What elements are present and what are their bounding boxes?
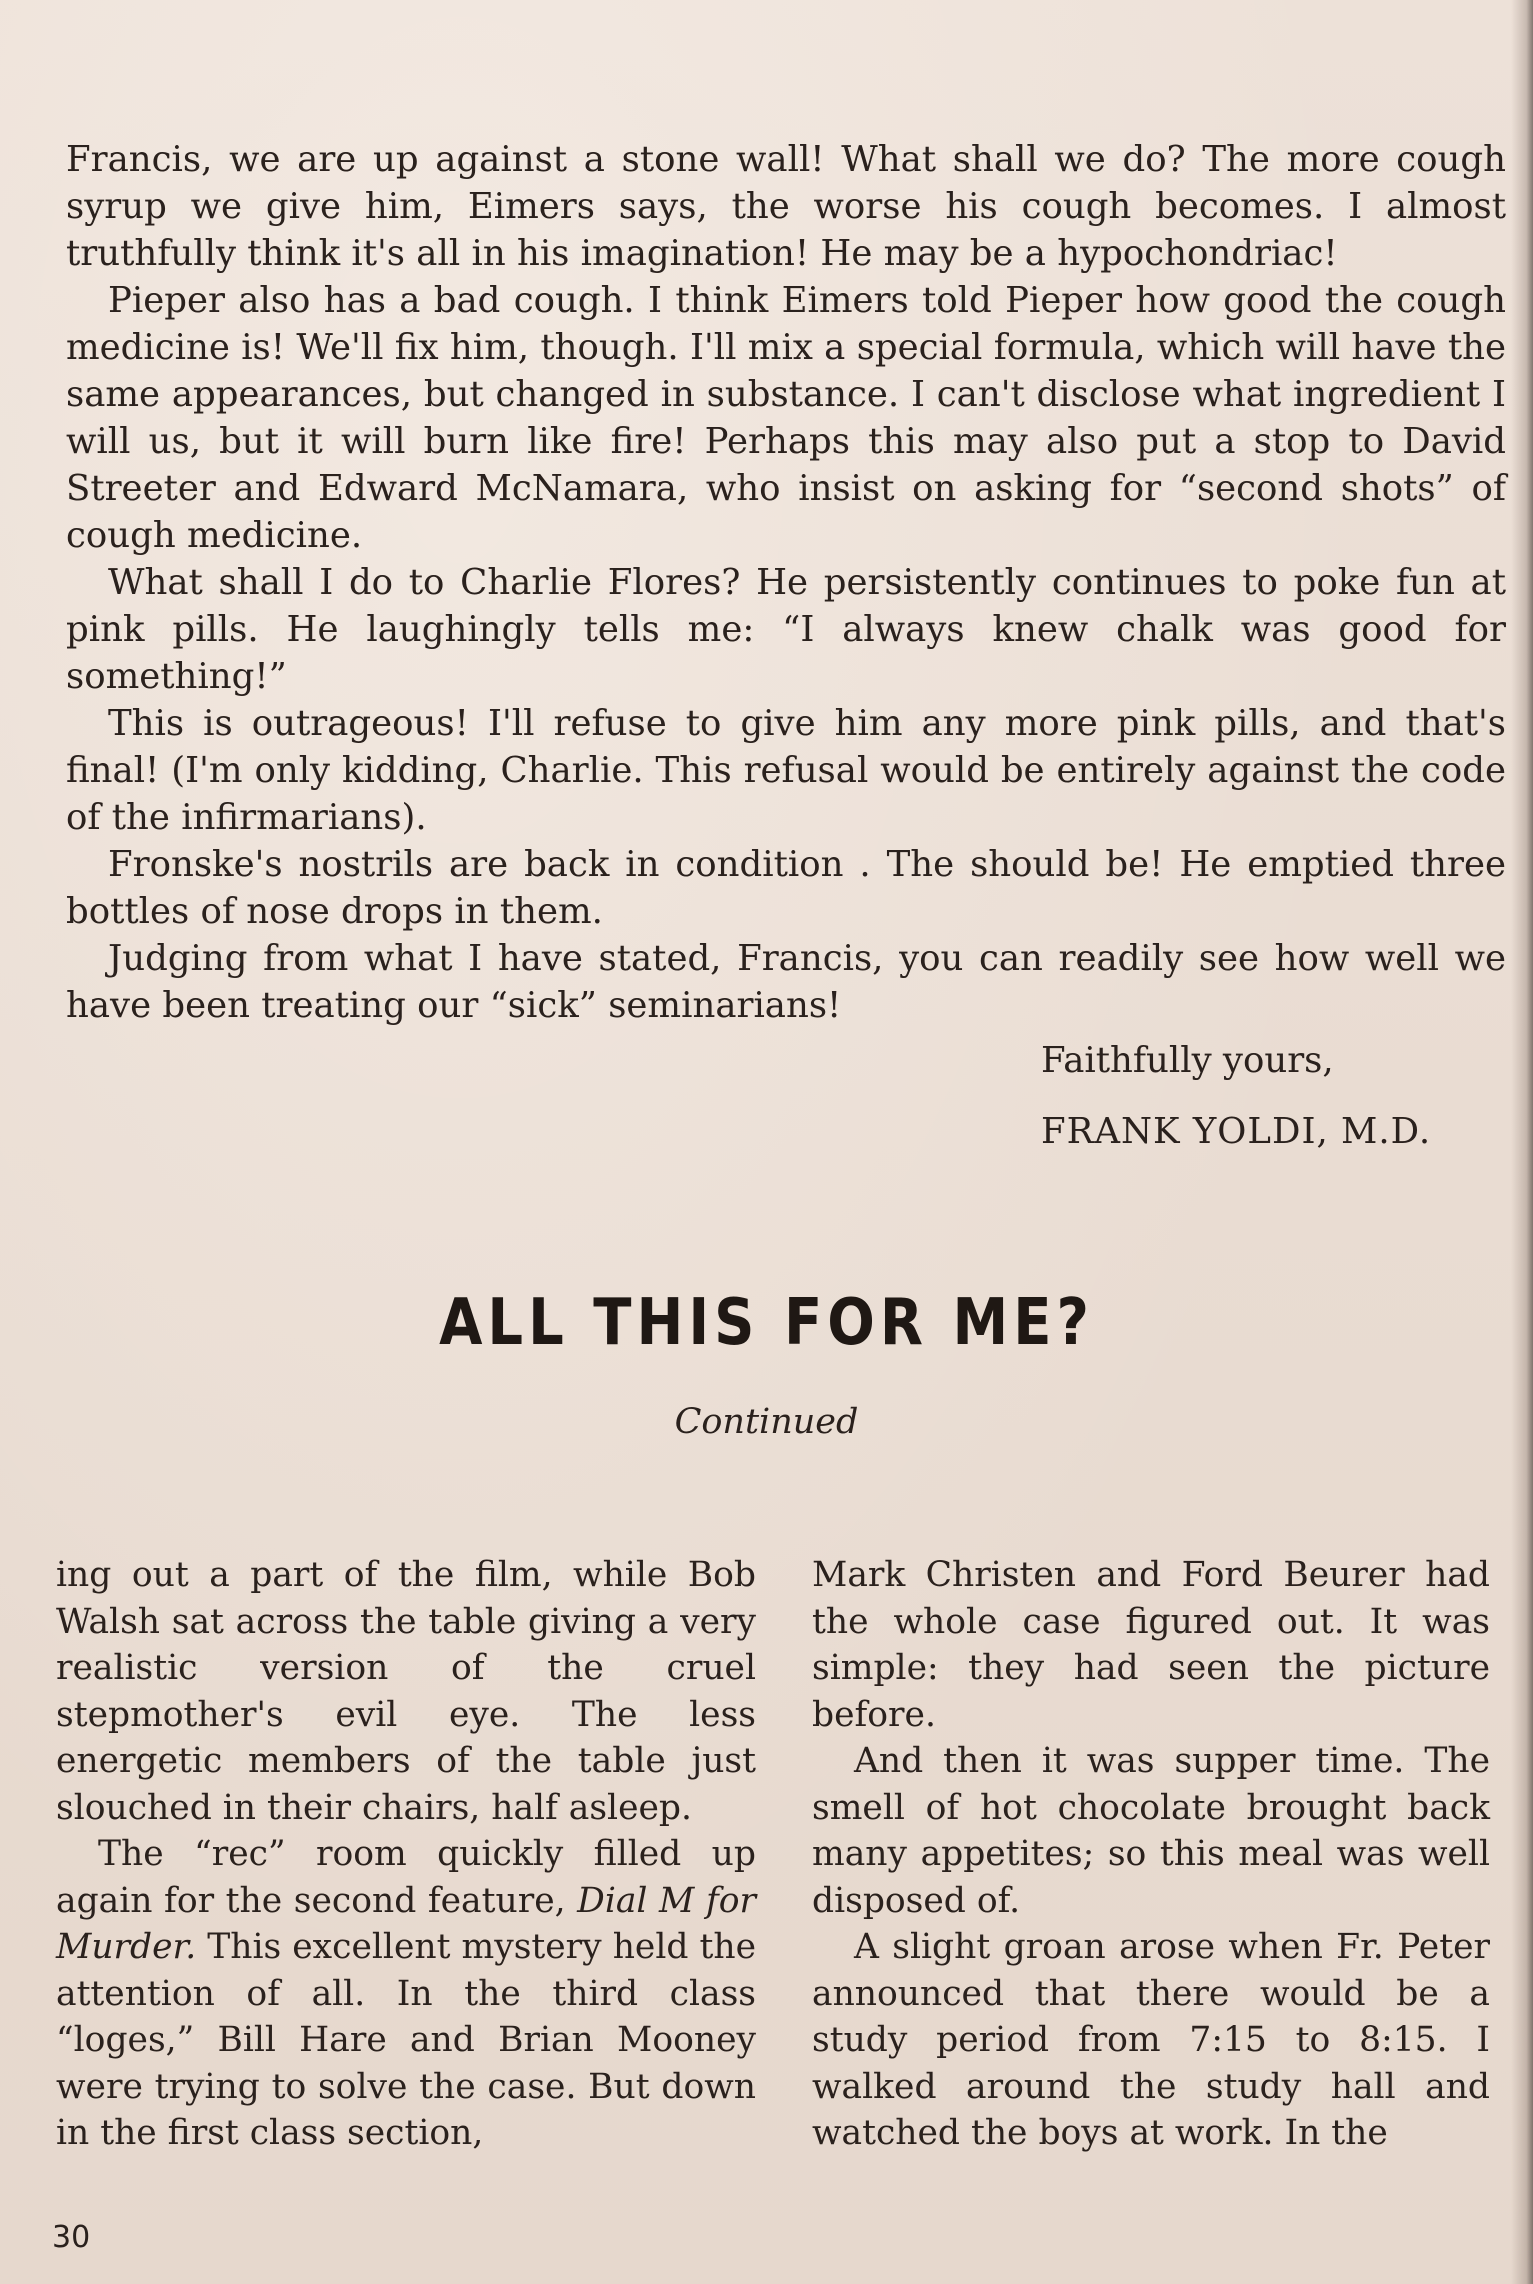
letter-paragraph: Fronske's nostrils are back in condition . The should be! He emptied three bottles of nose drops in them. <box>66 844 1506 932</box>
article-title: ALL THIS FOR ME? <box>439 1285 1094 1360</box>
article-paragraph: And then it was supper time. The smell of hot chocolate brought back many appetites; so this meal was well disposed of. <box>812 1741 1490 1921</box>
article-right-column <box>812 1552 1490 2157</box>
letter-body <box>66 136 1506 1155</box>
article-paragraph <box>56 1831 756 2157</box>
article-subtitle: Continued <box>674 1402 859 1442</box>
letter-signoff <box>1041 1037 1506 1155</box>
article-left-column <box>56 1552 756 2157</box>
letter-closing: Faithfully yours, <box>1041 1040 1334 1081</box>
article-paragraph: ing out a part of the film, while Bob Walsh sat across the table giving a very realistic version of the cruel stepmother's evil eye. The less energetic members of the table just slouched in their chairs, half asleep. <box>56 1555 756 1828</box>
page-edge-shadow <box>1511 0 1533 2284</box>
film-title: Dial M for Murder. <box>56 1880 756 1967</box>
letter-paragraph: Pieper also has a bad cough. I think Eimers told Pieper how good the cough medicine is! We'll fix him, though. I'll mix a special formula, which will have the same appearances, but changed in substance. I can't disclose what ingredient I will us, but it will burn like fire! Perhaps this may also put a stop to David Streeter and Edward McNamara, who insist on asking for “second shots” of cough medicine. <box>66 280 1506 556</box>
letter-paragraph: This is outrageous! I'll refuse to give him any more pink pills, and that's final! (I'm only kidding, Charlie. This refusal would be entirely against the code of the infirmarians). <box>66 703 1506 838</box>
letter-signature: FRANK YOLDI, M.D. <box>1041 1111 1432 1152</box>
letter-paragraph: Judging from what I have stated, Francis, you can readily see how well we have been treating our “sick” seminarians! <box>66 938 1506 1026</box>
article-text-run: This excellent mystery held the attention of all. In the third class “loges,” Bill Hare and Brian Mooney were trying to solve the case. But down in the first class section, <box>56 1927 756 2153</box>
letter-paragraph: What shall I do to Charlie Flores? He persistently continues to poke fun at pink pills. He laughingly tells me: “I always knew chalk was good for something!” <box>66 562 1506 697</box>
article-paragraph: Mark Christen and Ford Beurer had the whole case figured out. It was simple: they had seen the picture before. <box>812 1555 1490 1735</box>
letter-paragraph: Francis, we are up against a stone wall! What shall we do? The more cough syrup we give him, Eimers says, the worse his cough becomes. I almost truthfully think it's all in his imagination! He may be a hypochondriac! <box>66 139 1506 274</box>
article-paragraph: A slight groan arose when Fr. Peter announced that there would be a study period from 7:15 to 8:15. I walked around the study hall and watched the boys at work. In the <box>812 1927 1490 2153</box>
page-number: 30 <box>52 2220 91 2255</box>
article-text-run: The “rec” room quickly filled up again for the second feature, <box>56 1834 756 1921</box>
